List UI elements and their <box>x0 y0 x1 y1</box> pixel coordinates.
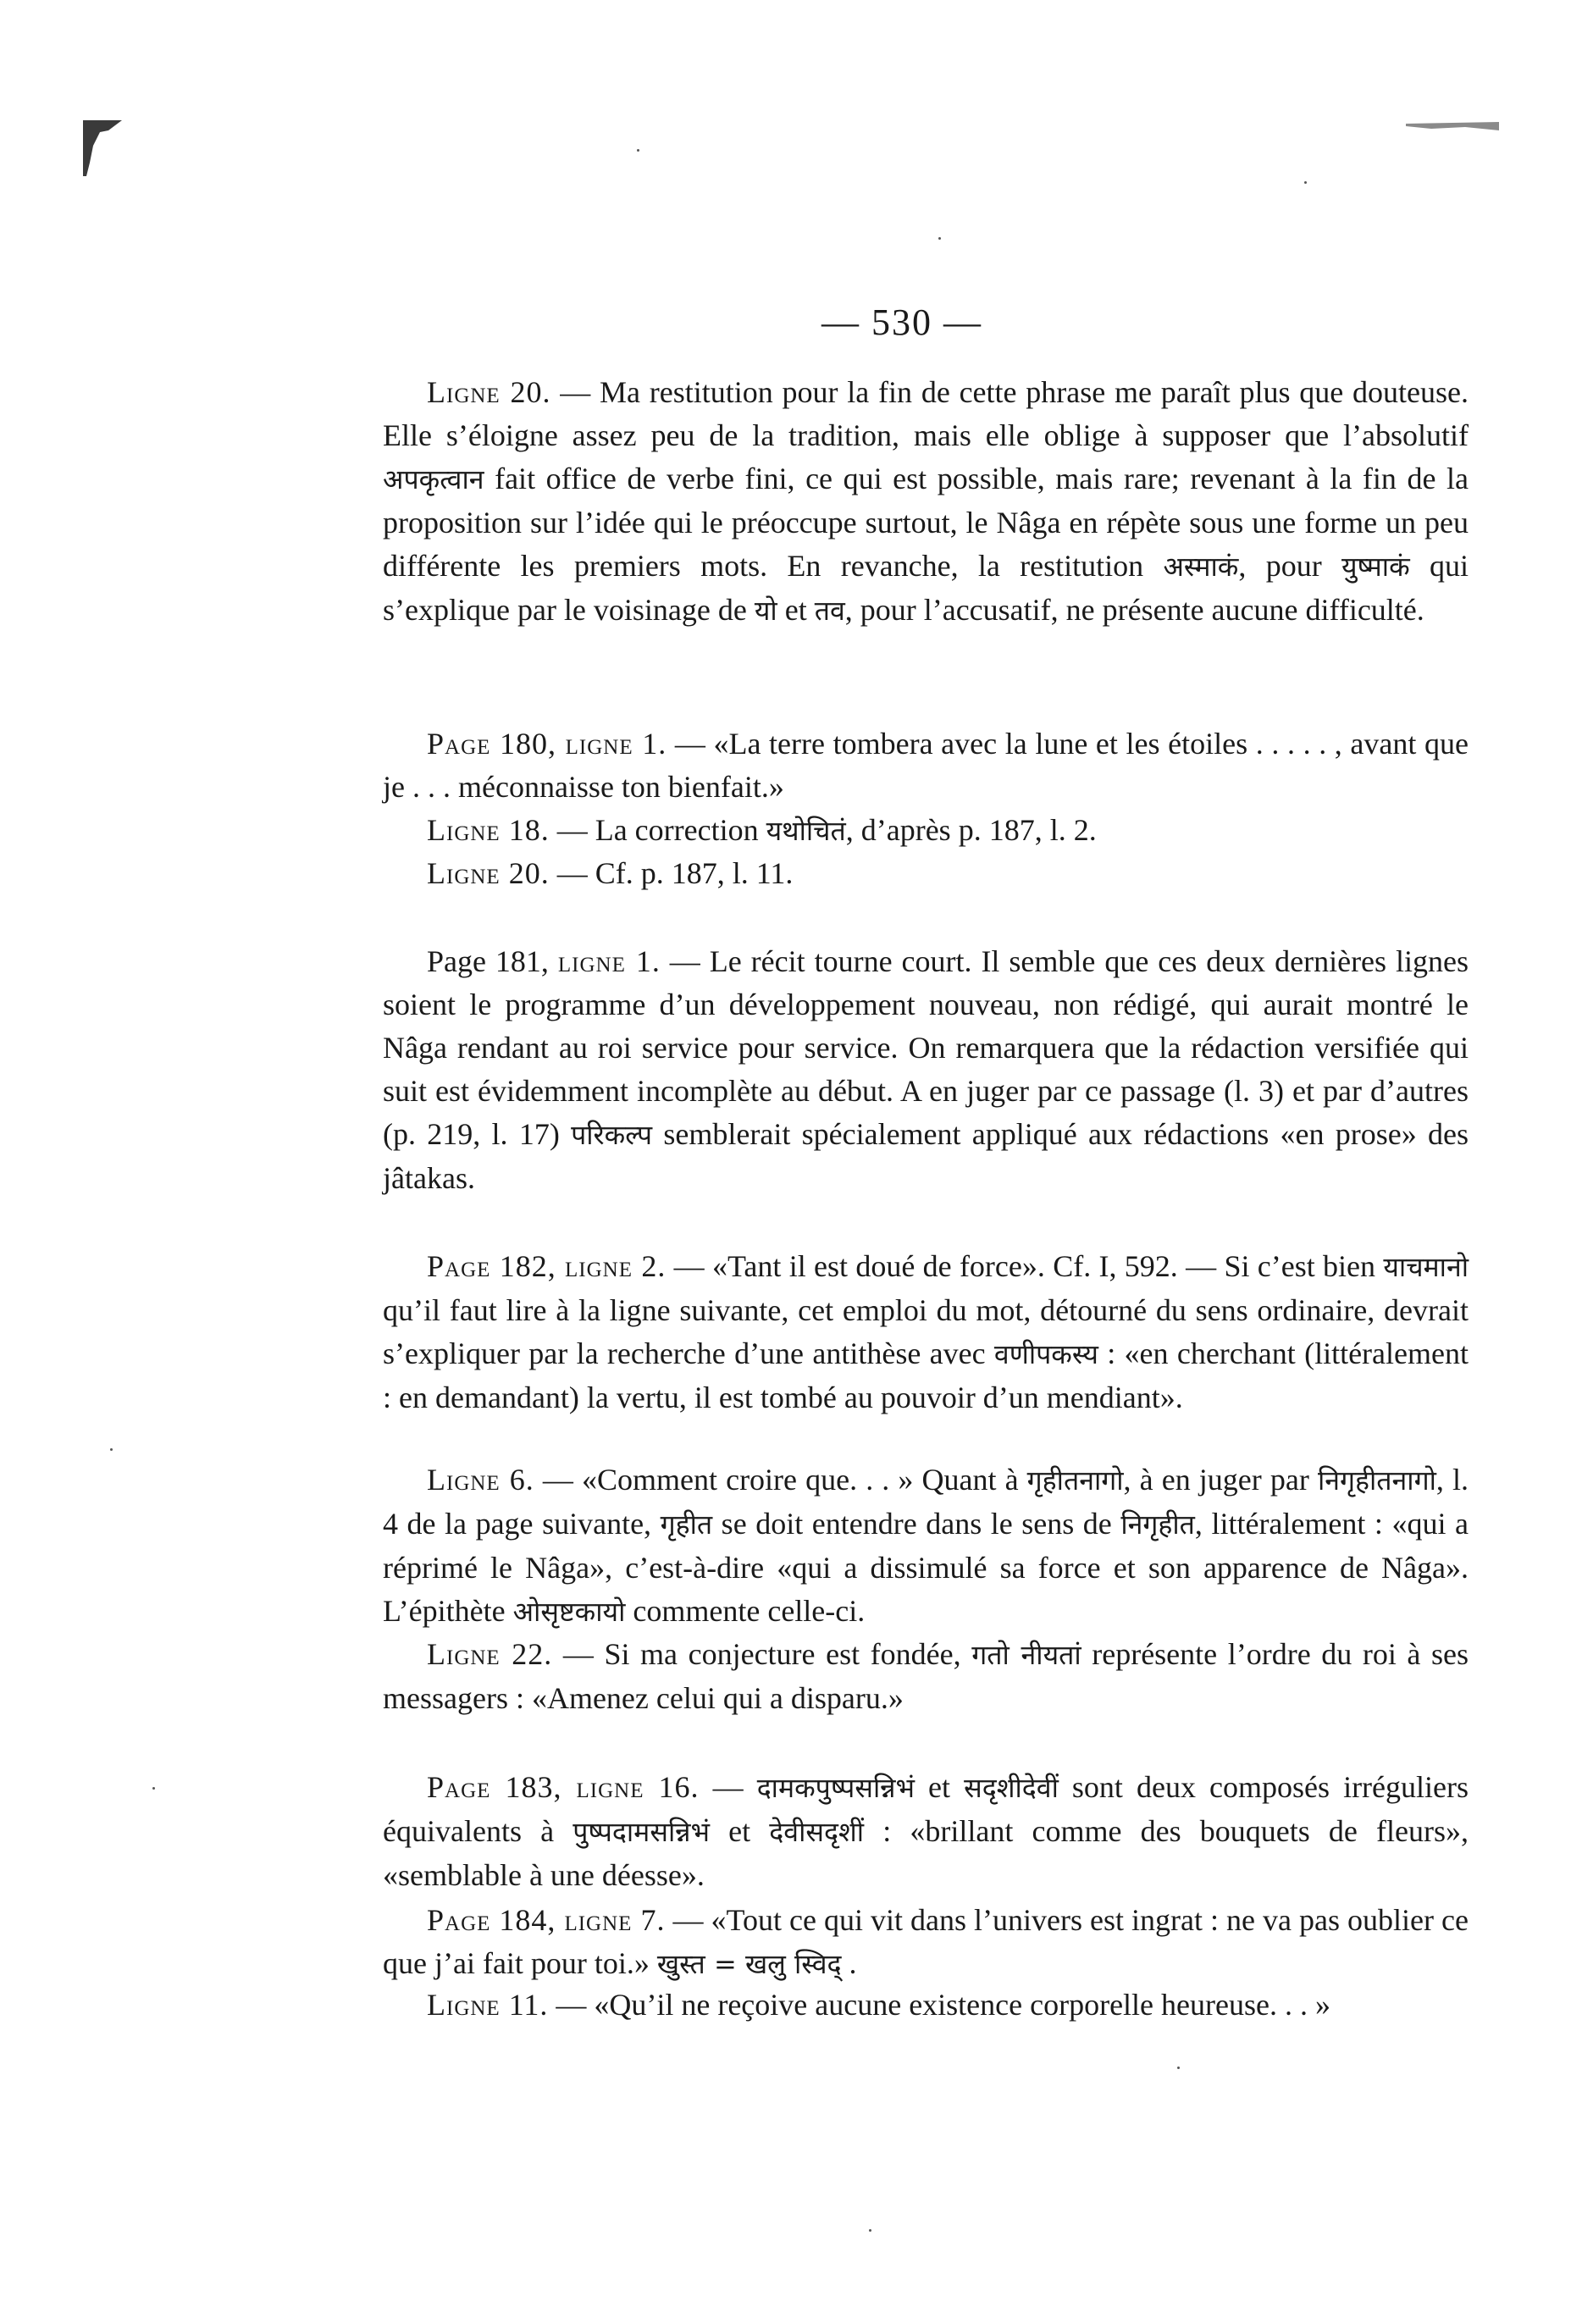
entry-text: commente celle-ci. <box>625 1594 866 1628</box>
entry-text: , l. 4 de la page suivante, <box>383 1463 1469 1541</box>
entry-text: et <box>777 593 815 627</box>
ink-speck <box>637 149 639 152</box>
devanagari-term: परिकल्प <box>571 1119 653 1151</box>
devanagari-term: गृहीतनागो <box>1026 1464 1124 1497</box>
entry-text: , à en juger par <box>1123 1463 1318 1497</box>
entry-text: — Cf. p. 187, l. 11. <box>549 856 794 890</box>
entry-page-181 <box>383 940 1469 1200</box>
devanagari-term: सदृशीदेवीं <box>964 1772 1059 1804</box>
entry-text: — Ma restitution pour la fin de cette phrase me paraît plus que douteuse. Elle s’éloigne assez peu de la tradition, mais elle oblige à supposer que l’absolutif <box>383 375 1469 452</box>
devanagari-term: ओसृष्टकायो <box>512 1596 626 1628</box>
entry-page-184 <box>383 1899 1469 1986</box>
devanagari-term: गृहीत <box>660 1508 713 1541</box>
entry-text: qu’il faut lire à la ligne suivante, cet emploi du mot, détourné du sens ordinaire, devrait s’expliquer par la recherche d’une antithèse avec <box>383 1293 1469 1370</box>
entry-text: — La correction <box>549 813 766 847</box>
entry-reference: Ligne 20. <box>427 856 550 890</box>
entry-text: — Si ma conjecture est fondée, <box>552 1637 972 1671</box>
page-number: — 530 — <box>821 302 982 343</box>
entry-reference: ligne 1. <box>557 944 661 978</box>
entry-text: . <box>841 1946 857 1980</box>
entry-page-183 <box>383 1766 1469 1897</box>
entry-text: — «Tant il est doué de force». Cf. I, 592. — Si c’est bien <box>666 1249 1384 1283</box>
devanagari-term: देवीसदृशीं <box>769 1816 865 1848</box>
ink-speck <box>869 2229 871 2232</box>
entry-paragraph <box>383 371 1469 633</box>
entry-page-182 <box>383 1245 1469 1419</box>
entry-text: — Le récit tourne court. Il semble que ces deux dernières lignes soient le programme d’un développement nouveau, non rédigé, qui aurait montré le Nâga rendant au roi service pour service. On remarquera que la rédaction versifiée qui suit est évidemment incomplète au début. A en juger par ce passage (l. 3) et par d’autres (p. 219, l. 17) <box>383 944 1469 1151</box>
devanagari-term: दामकपुष्पसन्निभं <box>756 1772 915 1804</box>
entry-ligne-6 <box>383 1458 1469 1634</box>
entry-reference: Ligne 11. <box>427 1988 549 2022</box>
entry-reference: Page 182, ligne 2. <box>427 1249 667 1283</box>
entry-text: qui s’explique par le voisinage de <box>383 549 1469 627</box>
devanagari-term: अपकृत्वान <box>383 463 484 495</box>
entry-ligne-20b <box>383 852 1469 895</box>
entry-reference: Ligne 20. <box>427 375 551 409</box>
ink-speck <box>938 237 941 240</box>
entry-reference: Ligne 22. <box>427 1637 553 1671</box>
entry-ligne-18 <box>383 809 1469 853</box>
devanagari-term: वणीपकस्य <box>993 1338 1098 1370</box>
entry-text: , pour <box>1238 549 1341 583</box>
entry-paragraph <box>383 722 1469 809</box>
entry-text: — «Qu’il ne reçoive aucune existence corporelle heureuse. . . » <box>548 1988 1330 2022</box>
binding-stain <box>83 120 122 176</box>
devanagari-term: गतो नीयतां <box>971 1639 1081 1671</box>
entry-text: — <box>699 1770 757 1804</box>
entry-paragraph <box>383 1245 1469 1419</box>
entry-text: — «Comment croire que. . . » Quant à <box>534 1463 1027 1497</box>
devanagari-term: युष्माकं <box>1341 551 1410 583</box>
devanagari-term: यो <box>754 595 777 627</box>
entry-ligne-11 <box>383 1984 1469 2027</box>
entry-text: semblerait spécialement appliqué aux rédactions «en prose» des jâtakas. <box>383 1117 1469 1195</box>
entry-reference: Page 184, ligne 7. <box>427 1903 666 1937</box>
entry-paragraph <box>383 852 1469 895</box>
entry-paragraph <box>383 1633 1469 1720</box>
devanagari-term: निगृहीतनागो <box>1317 1464 1436 1497</box>
entry-text: , pour l’accusatif, ne présente aucune difficulté. <box>844 593 1424 627</box>
entry-text: — «La terre tombera avec la lune et les étoiles . . . . . , avant que je . . . méconnaisse ton bienfait.» <box>383 727 1469 804</box>
devanagari-term: पुष्पदामसन्निभं <box>573 1816 710 1848</box>
entry-text: fait office de verbe fini, ce qui est possible, mais rare; revenant à la fin de la proposition sur l’idée qui le préoccupe surtout, le Nâga en répète sous une forme un peu différente les premiers mots. En revanche, la restitution <box>383 462 1469 583</box>
entry-reference: Page 180, ligne 1. <box>427 727 667 761</box>
entry-page-180 <box>383 722 1469 809</box>
devanagari-term: यथोचितं <box>766 815 846 847</box>
entry-text: , d’après p. 187, l. 2. <box>845 813 1097 847</box>
devanagari-term: खुस्त = खलु स्विद् <box>656 1948 842 1980</box>
entry-ligne-20 <box>383 371 1469 633</box>
entry-text: : «en cherchant (littéralement : en demandant) la vertu, il est tombé au pouvoir d’un mendiant». <box>383 1336 1469 1414</box>
entry-text: Page 181, <box>427 944 558 978</box>
devanagari-term: अस्माकं <box>1163 551 1239 583</box>
devanagari-term: याचमानो <box>1383 1251 1469 1283</box>
entry-ligne-22 <box>383 1633 1469 1720</box>
entry-text: et <box>709 1814 770 1848</box>
entry-text: : «brillant comme des bouquets de fleurs», «semblable à une déesse». <box>383 1814 1469 1892</box>
entry-text: se doit entendre dans le sens de <box>712 1507 1121 1541</box>
devanagari-term: निगृहीत <box>1120 1508 1195 1541</box>
entry-paragraph <box>383 1984 1469 2027</box>
devanagari-term: तव <box>814 595 845 627</box>
entry-text: , littéralement : «qui a réprimé le Nâga», c’est-à-dire «qui a dissimulé sa force et son apparence de Nâga». L’épithète <box>383 1507 1469 1628</box>
ink-speck <box>110 1448 113 1451</box>
entry-paragraph <box>383 1766 1469 1897</box>
entry-paragraph <box>383 940 1469 1200</box>
ink-speck <box>1177 2067 1180 2069</box>
entry-reference: Ligne 6. <box>427 1463 534 1497</box>
entry-paragraph <box>383 809 1469 853</box>
entry-text: et <box>915 1770 965 1804</box>
entry-text: représente l’ordre du roi à ses messagers : «Amenez celui qui a disparu.» <box>383 1637 1469 1715</box>
entry-reference: Ligne 18. <box>427 813 550 847</box>
entry-paragraph <box>383 1899 1469 1986</box>
entry-text: — «Tout ce qui vit dans l’univers est ingrat : ne va pas oublier ce que j’ai fait pour toi.» <box>383 1903 1469 1980</box>
ink-speck <box>1304 181 1307 184</box>
entry-text: sont deux composés irréguliers équivalents à <box>383 1770 1469 1848</box>
entry-paragraph <box>383 1458 1469 1634</box>
entry-reference: Page 183, ligne 16. <box>427 1770 700 1804</box>
edge-smudge <box>1406 119 1499 132</box>
ink-speck <box>152 1787 155 1790</box>
